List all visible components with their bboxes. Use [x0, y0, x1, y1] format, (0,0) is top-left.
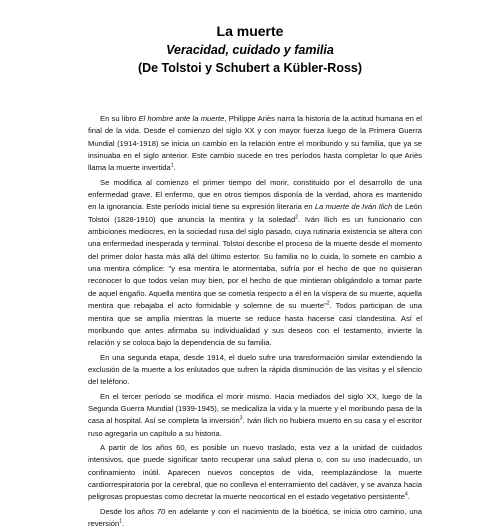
text-run: . Iván Ilich no hubiera muerto en su casa y el escritor ruso agregaría un capítulo a su historia.	[88, 416, 422, 438]
text-run: de León Tolstoi (1828-1910) que anuncia la mentira y la soledad	[88, 202, 423, 224]
text-run: . Todos participan de una mentira que se amplía mientras la muerte se reduce hasta hacerse casi clandestina. Así el moribundo que antes afirmaba su individualidad y sus deseos con el testamento, invierte la relación y se coloca bajo la dependencia de su familia.	[88, 301, 422, 348]
footnote-ref: 2	[326, 300, 330, 307]
text-run: .	[122, 519, 125, 528]
document-subtitle-secondary: (De Tolstoi y Schubert a Kübler-Ross)	[137, 61, 363, 75]
subtitle-text: Veracidad, cuidado y familia	[166, 43, 334, 57]
italic-text: La muerte de Iván Ilich	[314, 202, 393, 212]
footnote-ref: 1	[170, 162, 174, 169]
text-run: . Iván Ilich es un funcionario con ambiciones mediocres, en la sociedad rusa del siglo pasado, cuya rutinaria existencia se altera con una enfermedad inesperada y terminal. Tolstoi describe el proceso de la muerte desde el momento del primer dolor hasta más allá del último estertor. Su familia no lo cuida, lo somete en cambio a una mentira cómplice: "y esa mentira le atormentaba, sufría por el hecho de que no quisieran reconocer lo que todos veían muy bien, por el hecho de que mintieran obligándolo a tomar parte de aquel engaño. Aquella mentira que se cometía respecto a él en la víspera de su muerte, aquella mentira que rebajaba el acto formidable y solemne de su muerte"	[88, 214, 422, 311]
paragraph	[88, 113, 422, 175]
footnote-ref: 4	[405, 491, 408, 498]
italic-text: El hombre ante la muerte	[138, 114, 225, 123]
paragraph	[88, 391, 422, 440]
paragraph	[88, 177, 422, 350]
text-run: .	[173, 163, 176, 173]
footnote-ref: 1	[119, 518, 123, 525]
paragraph	[88, 352, 422, 389]
footnote-ref: 3	[239, 415, 243, 422]
text-run: Se modifica al comienzo el primer tiempo del morir, constituido por el desarrollo de una enfermedad grave. El enfermo, que en otros tiempos disponía de la verdad, ahora es mantenido en la ignorancia. Este período inicial tiene su expresión literaria en	[88, 177, 422, 212]
text-run: A partir de los años 60, es posible un nuevo traslado, esta vez a la unidad de cuidados intensivos, que puede significar tanto recuperar una salud plena o, con su uso inadecuado, un confinamiento inútil. Aparecen nuevos conceptos de vida, reemplazándose la muerte cardiorrespiratoria por la cerebral, que no conlleva el enterramiento del cadáver, y se avanza hacia peligrosas propuestas como decretar la muerte neocortical en el estado vegetativo persistente	[88, 442, 422, 502]
text-run: En una segunda etapa, desde 1914, el duelo sufre una transformación similar extendiendo la exclusión de la muerte a los enlutados que sufren la rápida disminución de las visitas y el silencio del teléfono.	[88, 352, 422, 387]
text-run: , Philippe Ariès narra la historia de la actitud humana en el final de la vida. Desde el comienzo del siglo XX y con mayor fuerza luego de la Primera Guerra Mundial (1914-1918) se inicia un cambio en la relación entre el moribundo y su familia, que ya se insinuaba en el siglo anterior. Este cambio sucede en tres períodos hasta completar lo que Ariès llama la muerte invertida	[88, 114, 422, 173]
paragraph	[88, 506, 422, 530]
text-run: .	[407, 492, 410, 502]
document-title: La muerte	[216, 23, 284, 39]
document-subtitle	[0, 42, 500, 58]
text-run: En el tercer período se modifica el morir mismo. Hacia mediados del siglo XX, luego de la Segunda Guerra Mundial (1939-1945), se medicaliza la vida y la muerte y el moribundo pasa de la casa al hospital. Así se completa la inversión	[88, 391, 422, 426]
footnote-ref: 2	[295, 214, 299, 221]
text-run: en adelante y con el nacimiento de la bioética, se inicia otro camino, una reversión	[88, 506, 422, 528]
italic-text: 70	[156, 506, 166, 516]
text-run: Desde los años	[100, 506, 157, 516]
text-run: En su libro	[100, 114, 139, 123]
paragraph	[88, 442, 422, 504]
body-text	[88, 113, 422, 530]
